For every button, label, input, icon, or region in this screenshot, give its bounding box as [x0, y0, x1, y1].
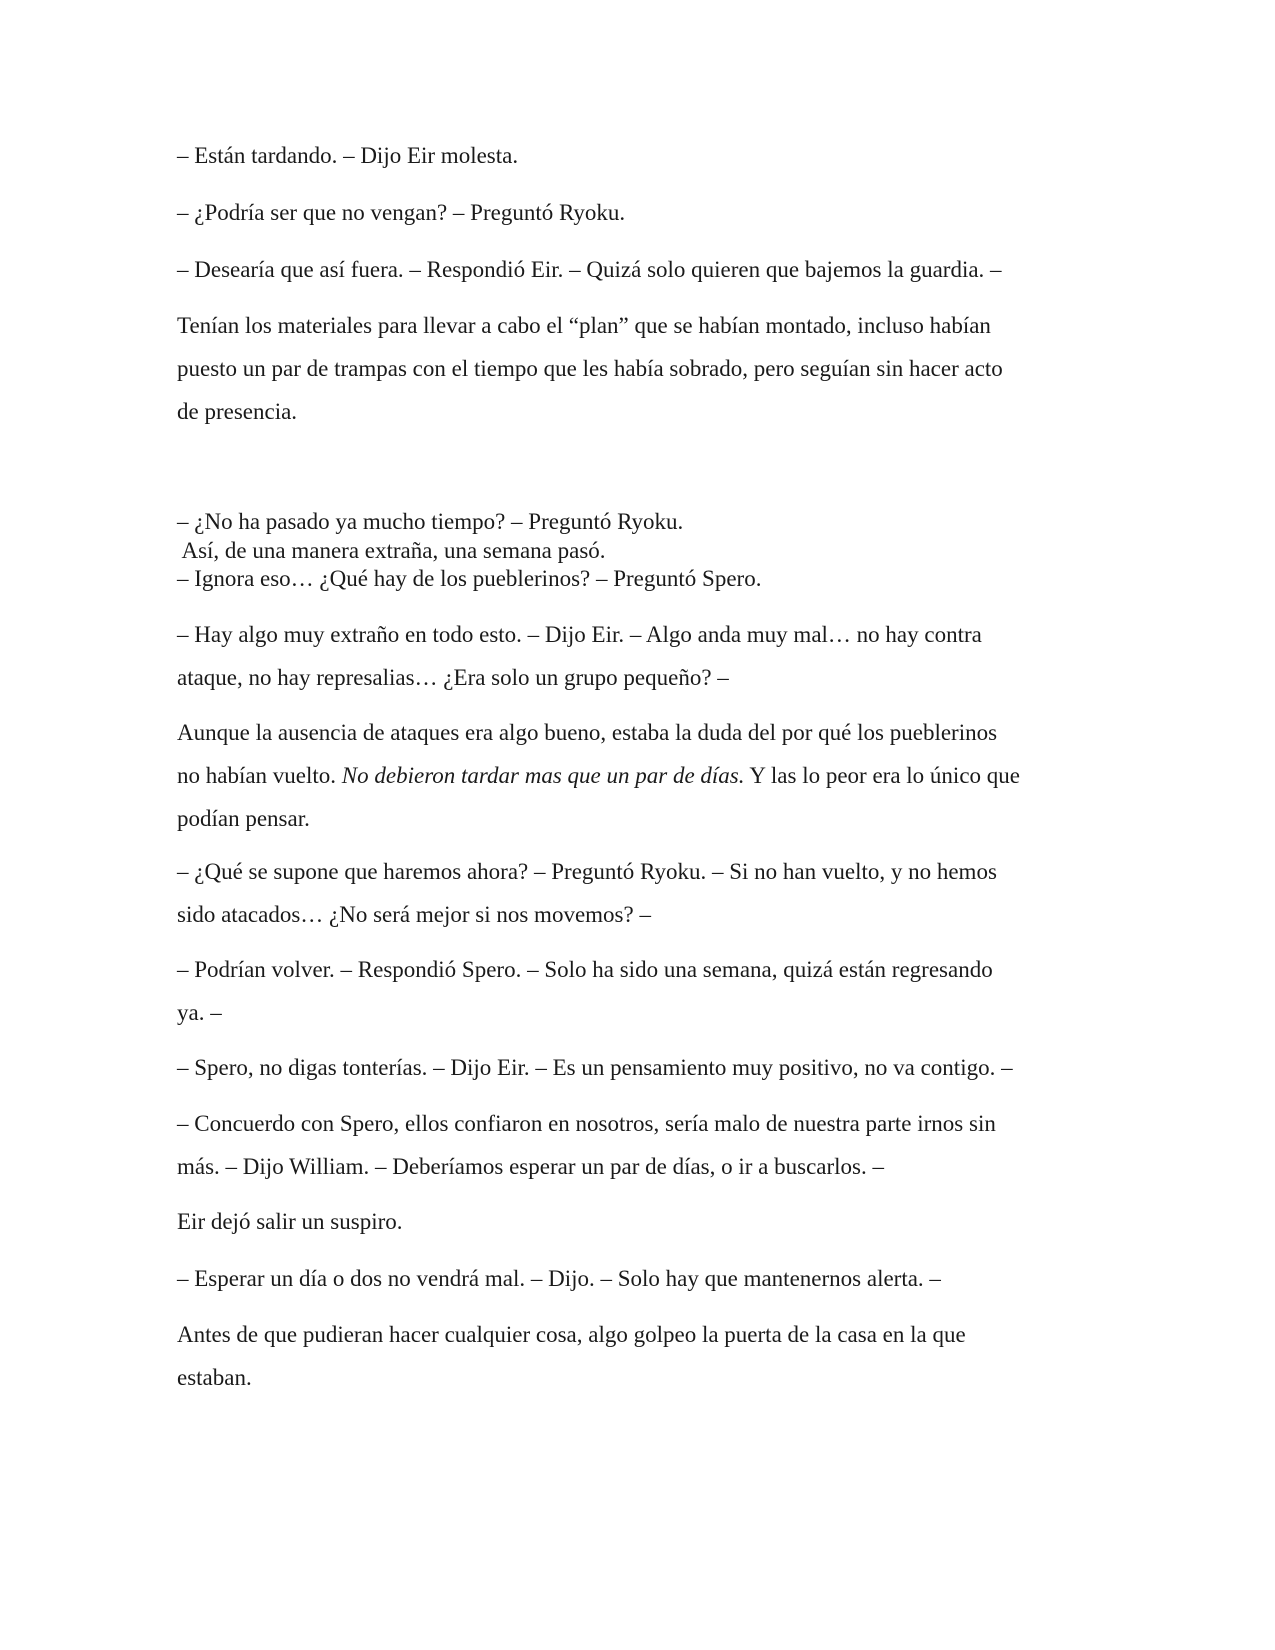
- paragraph-13: [177, 1102, 1112, 1188]
- paragraph-16: [177, 1313, 1112, 1399]
- text-line: Antes de que pudieran hacer cualquier cosa, algo golpeo la puerta de la casa en la que: [177, 1322, 966, 1347]
- text-line: – ¿No ha pasado ya mucho tiempo? – Preguntó Ryoku.: [177, 509, 684, 534]
- text-line: – Ignora eso… ¿Qué hay de los pueblerinos? – Preguntó Spero.: [177, 566, 762, 591]
- text-line: – ¿Podría ser que no vengan? – Preguntó Ryoku.: [177, 200, 626, 225]
- paragraph-3: [177, 248, 1112, 291]
- text-line: – Esperar un día o dos no vendrá mal. – Dijo. – Solo hay que mantenernos alerta. –: [177, 1266, 941, 1291]
- text-line: Así, de una manera extraña, una semana pasó.: [177, 538, 606, 563]
- italic-thought: No debieron tardar mas que un par de días.: [341, 763, 745, 788]
- paragraph-11: [177, 948, 1112, 1034]
- text-line: de presencia.: [177, 399, 298, 424]
- paragraph-10: [177, 850, 1112, 936]
- paragraph-7: [177, 557, 1112, 600]
- text-line: puesto un par de trampas con el tiempo que les había sobrado, pero seguían sin hacer acto: [177, 356, 1003, 381]
- text-line: Eir dejó salir un suspiro.: [177, 1209, 403, 1234]
- paragraph-12: [177, 1046, 1112, 1089]
- text-line: – Hay algo muy extraño en todo esto. – Dijo Eir. – Algo anda muy mal… no hay contra: [177, 622, 982, 647]
- paragraph-4: [177, 304, 1112, 433]
- text-line: Tenían los materiales para llevar a cabo el “plan” que se habían montado, incluso habían: [177, 313, 991, 338]
- text-line: ya. –: [177, 1000, 222, 1025]
- paragraph-9: [177, 711, 1112, 840]
- text-line: – Podrían volver. – Respondió Spero. – Solo ha sido una semana, quizá están regresando: [177, 957, 993, 982]
- text-line: – Desearía que así fuera. – Respondió Eir. – Quizá solo quieren que bajemos la guardia. –: [177, 257, 1002, 282]
- text-line: – ¿Qué se supone que haremos ahora? – Preguntó Ryoku. – Si no han vuelto, y no hemos: [177, 859, 997, 884]
- text-line: – Spero, no digas tonterías. – Dijo Eir. – Es un pensamiento muy positivo, no va contigo. –: [177, 1055, 1013, 1080]
- text-line: estaban.: [177, 1365, 252, 1390]
- text-run: Y las lo peor era lo único que: [744, 763, 1020, 788]
- text-line: más. – Dijo William. – Deberíamos esperar un par de días, o ir a buscarlos. –: [177, 1154, 884, 1179]
- paragraph-2: [177, 191, 1112, 234]
- text-line: – Concuerdo con Spero, ellos confiaron en nosotros, sería malo de nuestra parte irnos sin: [177, 1111, 996, 1136]
- text-line: Aunque la ausencia de ataques era algo bueno, estaba la duda del por qué los pueblerinos: [177, 720, 998, 745]
- paragraph-14: [177, 1200, 1112, 1243]
- text-line-mixed: [177, 754, 1112, 797]
- paragraph-15: [177, 1257, 1112, 1300]
- text-line: ataque, no hay represalias… ¿Era solo un grupo pequeño? –: [177, 665, 729, 690]
- paragraph-6: [177, 500, 1112, 543]
- paragraph-1: [177, 134, 1112, 177]
- text-line: – Están tardando. – Dijo Eir molesta.: [177, 143, 519, 168]
- text-line: sido atacados… ¿No será mejor si nos movemos? –: [177, 902, 651, 927]
- text-run: no habían vuelto.: [177, 763, 342, 788]
- paragraph-8: [177, 613, 1112, 699]
- text-line: podían pensar.: [177, 806, 310, 831]
